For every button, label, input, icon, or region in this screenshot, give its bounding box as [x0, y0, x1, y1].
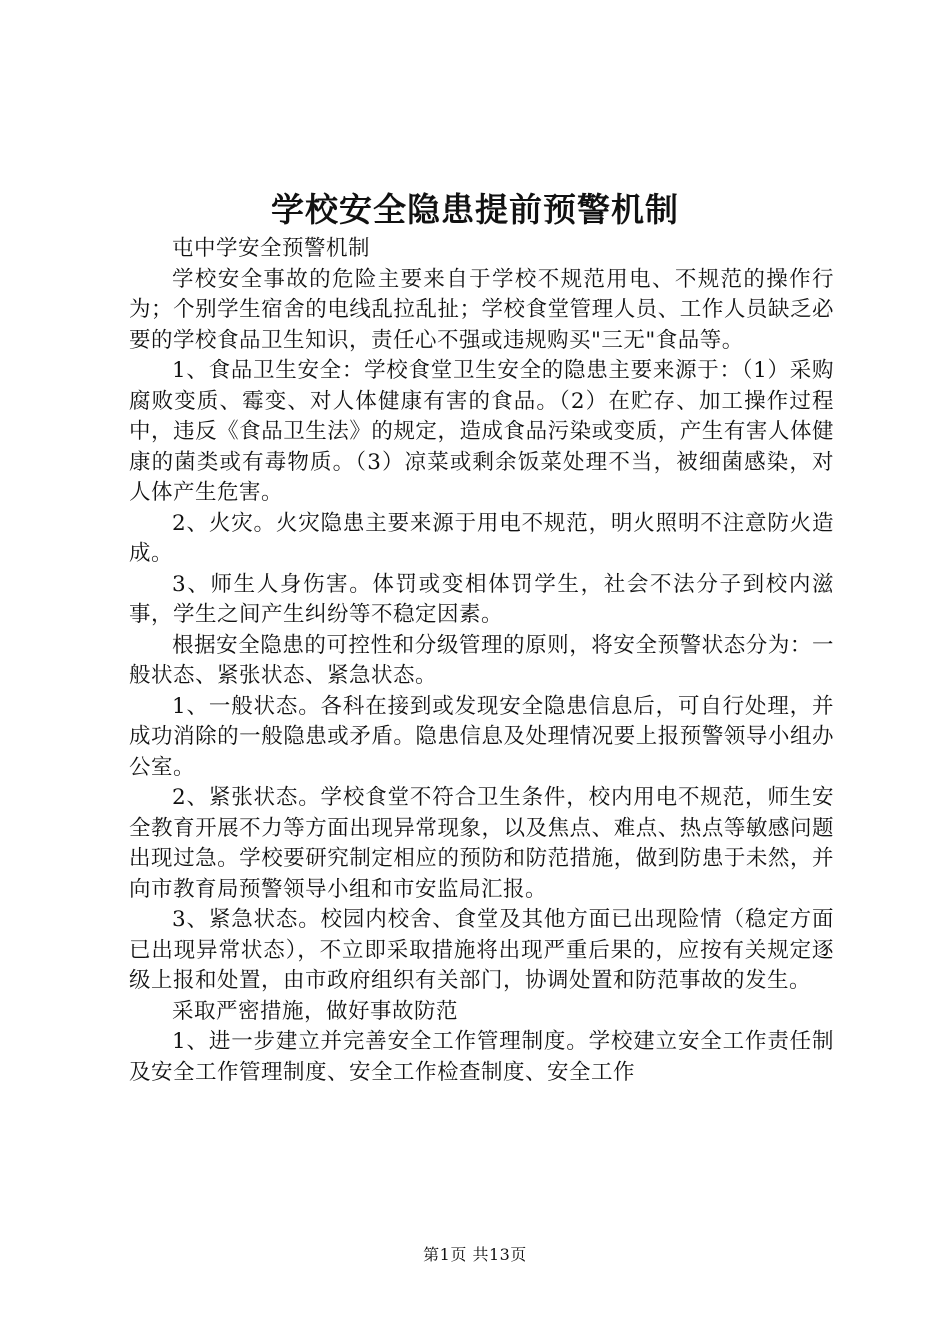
paragraph-measure-1: 1、进一步建立并完善安全工作管理制度。学校建立安全工作责任制及安全工作管理制度、安全工作检查制度、安全工作	[129, 1029, 834, 1085]
paragraph-intro: 学校安全事故的危险主要来自于学校不规范用电、不规范的操作行为；个别学生宿舍的电线乱拉乱扯；学校食堂管理人员、工作人员缺乏必要的学校食品卫生知识，责任心不强或违规购买"三无"食品等。	[129, 266, 834, 353]
document-body	[129, 234, 834, 1088]
document-title: 学校安全隐患提前预警机制	[271, 190, 679, 229]
paragraph-food-safety: 1、食品卫生安全：学校食堂卫生安全的隐患主要来源于：（1）采购腐败变质、霉变、对人体健康有害的食品。（2）在贮存、加工操作过程中，违反《食品卫生法》的规定，造成食品污染或变质，产生有害人体健康的菌类或有毒物质。（3）凉菜或剩余饭菜处理不当，被细菌感染，对人体产生危害。	[129, 358, 834, 505]
paragraph-measures-heading: 采取严密措施，做好事故防范	[172, 998, 459, 1024]
paragraph-injury: 3、师生人身伤害。体罚或变相体罚学生，社会不法分子到校内滋事，学生之间产生纠纷等不稳定因素。	[129, 571, 834, 627]
paragraph-subtitle: 屯中学安全预警机制	[172, 236, 371, 261]
page-footer: 第1页 共13页	[423, 1245, 527, 1264]
paragraph-general-state: 1、一般状态。各科在接到或发现安全隐患信息后，可自行处理，并成功消除的一般隐患或矛盾。隐患信息及处理情况要上报预警领导小组办公室。	[129, 693, 834, 780]
paragraph-fire: 2、火灾。火灾隐患主要来源于用电不规范，明火照明不注意防火造成。	[129, 510, 834, 566]
paragraph-tense-state: 2、紧张状态。学校食堂不符合卫生条件，校内用电不规范，师生安全教育开展不力等方面出现异常现象，以及焦点、难点、热点等敏感问题出现过急。学校要研究制定相应的预防和防范措施，做到防患于未然，并向市教育局预警领导小组和市安监局汇报。	[129, 785, 834, 902]
paragraph-emergency-state: 3、紧急状态。校园内校舍、食堂及其他方面已出现险情（稳定方面已出现异常状态），不立即采取措施将出现严重后果的，应按有关规定逐级上报和处置，由市政府组织有关部门，协调处置和防范事故的发生。	[129, 907, 834, 993]
paragraph-warning-levels: 根据安全隐患的可控性和分级管理的原则，将安全预警状态分为：一般状态、紧张状态、紧急状态。	[129, 632, 834, 688]
